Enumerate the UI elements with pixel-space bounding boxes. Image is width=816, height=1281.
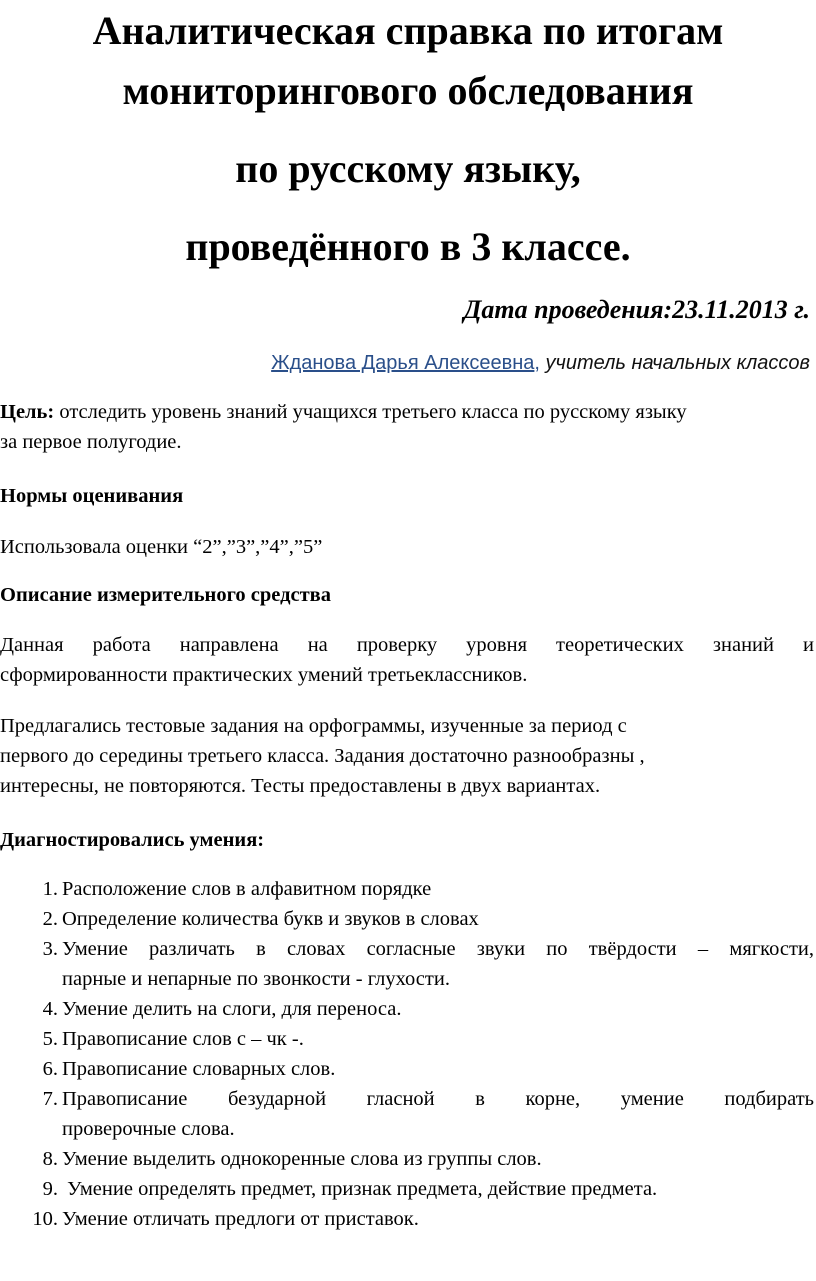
date-line: Дата проведения:23.11.2013 г. (463, 295, 810, 324)
list-item (0, 1144, 814, 1174)
goal-paragraph (0, 397, 814, 457)
norms-text-line: Использовала оценки “2”,”3”,”4”,”5” (0, 536, 323, 558)
list-item-text-continued: проверочные слова. (62, 1118, 235, 1140)
description-heading: Описание измерительного средства (0, 584, 331, 606)
list-item (0, 904, 814, 934)
list-item-number: 2. (42, 908, 58, 930)
author-separator: , (534, 352, 540, 374)
title-line-4: проведённого в 3 классе. (185, 224, 631, 269)
skills-heading: Диагностировались умения: (0, 829, 265, 851)
list-item (0, 1084, 814, 1144)
list-item-text: Определение количества букв и звуков в словах (62, 908, 479, 930)
skills-list (0, 874, 814, 1234)
list-item (0, 1204, 814, 1234)
goal-text-line-1: отследить уровень знаний учащихся третьего класса по русскому языку (59, 401, 687, 423)
list-item (0, 994, 814, 1024)
list-item-text: Правописание безударной гласной в корне, умение подбирать (62, 1088, 814, 1110)
goal-label: Цель: (0, 401, 55, 423)
description-p2-line-3: интересны, не повторяются. Тесты предоставлены в двух вариантах. (0, 775, 601, 797)
list-item (0, 1054, 814, 1084)
list-item-number: 3. (42, 938, 58, 960)
description-p2-line-2: первого до середины третьего класса. Задания достаточно разнообразны , (0, 745, 645, 767)
list-item (0, 1024, 814, 1054)
title-line-2: мониторингового обследования (122, 68, 694, 113)
list-item-text: Умение различать в словах согласные звуки по твёрдости – мягкости, (62, 938, 814, 960)
list-item-number: 9. (42, 1178, 58, 1200)
list-item (0, 874, 814, 904)
description-paragraph-1 (0, 630, 814, 690)
list-item (0, 1174, 814, 1204)
author-name-link[interactable]: Жданова Дарья Алексеевна (271, 352, 535, 374)
author-role: учитель начальных классов (545, 352, 810, 374)
description-paragraph-2 (0, 711, 814, 801)
norms-heading: Нормы оценивания (0, 485, 184, 507)
list-item (0, 934, 814, 994)
list-item-text: Правописание словарных слов. (62, 1058, 336, 1080)
list-item-text: Правописание слов с – чк -. (62, 1028, 304, 1050)
list-item-number: 5. (42, 1028, 58, 1050)
list-item-number: 7. (42, 1088, 58, 1110)
list-item-number: 1. (42, 878, 58, 900)
list-item-text-continued: парные и непарные по звонкости - глухости. (62, 968, 450, 990)
list-item-text: Умение отличать предлоги от приставок. (62, 1208, 419, 1230)
description-p1-line-2: сформированности практических умений третьеклассников. (0, 664, 528, 686)
list-item-text: Умение делить на слоги, для переноса. (62, 998, 402, 1020)
description-p2-line-1: Предлагались тестовые задания на орфограммы, изученные за период с (0, 715, 627, 737)
author-line (271, 350, 810, 376)
title-line-1: Аналитическая справка по итогам (92, 8, 724, 53)
goal-text-line-2: за первое полугодие. (0, 431, 182, 453)
list-item-number: 6. (42, 1058, 58, 1080)
list-item-text: Расположение слов в алфавитном порядке (62, 878, 432, 900)
list-item-number: 4. (42, 998, 58, 1020)
description-p1-line-1: Данная работа направлена на проверку уровня теоретических знаний и (0, 634, 814, 656)
list-item-text: Умение определять предмет, признак предмета, действие предмета. (62, 1178, 658, 1200)
title-line-3: по русскому языку, (235, 146, 581, 191)
list-item-number: 8. (42, 1148, 58, 1170)
norms-text (0, 532, 814, 562)
list-item-text: Умение выделить однокоренные слова из группы слов. (62, 1148, 542, 1170)
list-item-number: 10. (32, 1208, 58, 1230)
